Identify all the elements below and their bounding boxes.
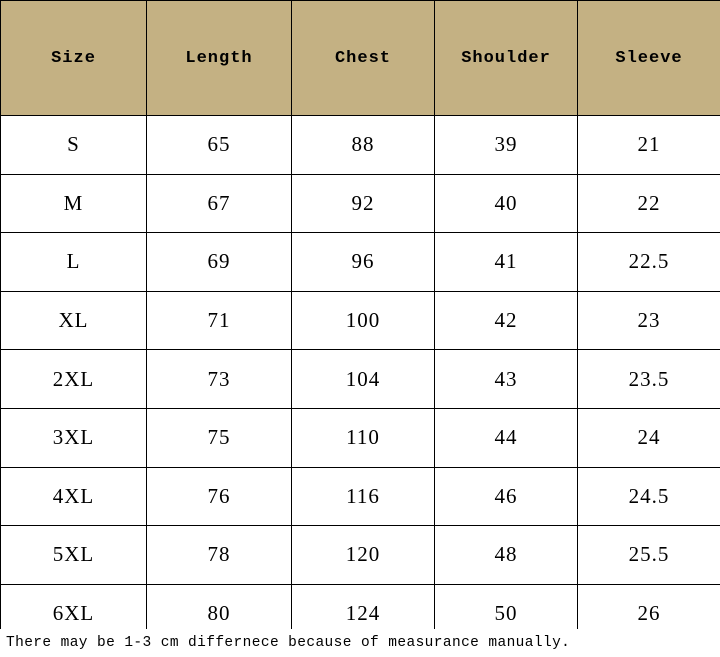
cell-chest: 92	[292, 174, 435, 233]
cell-sleeve: 22	[578, 174, 720, 233]
cell-sleeve: 25.5	[578, 526, 720, 585]
column-header-shoulder: Shoulder	[435, 1, 578, 116]
column-header-length: Length	[147, 1, 292, 116]
cell-shoulder: 42	[435, 291, 578, 350]
cell-size: XL	[1, 291, 147, 350]
table-row	[1, 291, 720, 350]
cell-shoulder: 48	[435, 526, 578, 585]
cell-sleeve: 21	[578, 116, 720, 175]
cell-size: 2XL	[1, 350, 147, 409]
table-row	[1, 116, 720, 175]
cell-sleeve: 24	[578, 408, 720, 467]
cell-shoulder: 50	[435, 584, 578, 643]
cell-size: 5XL	[1, 526, 147, 585]
table-row	[1, 350, 720, 409]
table-row	[1, 408, 720, 467]
cell-size: M	[1, 174, 147, 233]
cell-chest: 120	[292, 526, 435, 585]
cell-length: 65	[147, 116, 292, 175]
cell-shoulder: 44	[435, 408, 578, 467]
table-row	[1, 467, 720, 526]
cell-chest: 100	[292, 291, 435, 350]
cell-length: 80	[147, 584, 292, 643]
column-header-chest: Chest	[292, 1, 435, 116]
cell-shoulder: 41	[435, 233, 578, 292]
cell-length: 73	[147, 350, 292, 409]
cell-sleeve: 23	[578, 291, 720, 350]
cell-size: S	[1, 116, 147, 175]
cell-sleeve: 24.5	[578, 467, 720, 526]
cell-chest: 116	[292, 467, 435, 526]
table-header-row	[1, 1, 720, 116]
cell-size: 4XL	[1, 467, 147, 526]
cell-sleeve: 26	[578, 584, 720, 643]
table-body	[1, 116, 720, 643]
cell-size: L	[1, 233, 147, 292]
cell-chest: 96	[292, 233, 435, 292]
cell-chest: 104	[292, 350, 435, 409]
cell-chest: 88	[292, 116, 435, 175]
cell-shoulder: 43	[435, 350, 578, 409]
column-header-size: Size	[1, 1, 147, 116]
cell-chest: 110	[292, 408, 435, 467]
cell-shoulder: 40	[435, 174, 578, 233]
cell-length: 69	[147, 233, 292, 292]
cell-shoulder: 46	[435, 467, 578, 526]
cell-length: 67	[147, 174, 292, 233]
cell-length: 71	[147, 291, 292, 350]
cell-sleeve: 23.5	[578, 350, 720, 409]
table-row	[1, 174, 720, 233]
cell-shoulder: 39	[435, 116, 578, 175]
table-row	[1, 526, 720, 585]
table-header	[1, 1, 720, 116]
cell-length: 75	[147, 408, 292, 467]
cell-chest: 124	[292, 584, 435, 643]
cell-size: 6XL	[1, 584, 147, 643]
measurement-note: There may be 1-3 cm differnece because of measurance manually.	[0, 629, 720, 657]
cell-size: 3XL	[1, 408, 147, 467]
cell-length: 76	[147, 467, 292, 526]
cell-length: 78	[147, 526, 292, 585]
table-row	[1, 233, 720, 292]
column-header-sleeve: Sleeve	[578, 1, 720, 116]
cell-sleeve: 22.5	[578, 233, 720, 292]
